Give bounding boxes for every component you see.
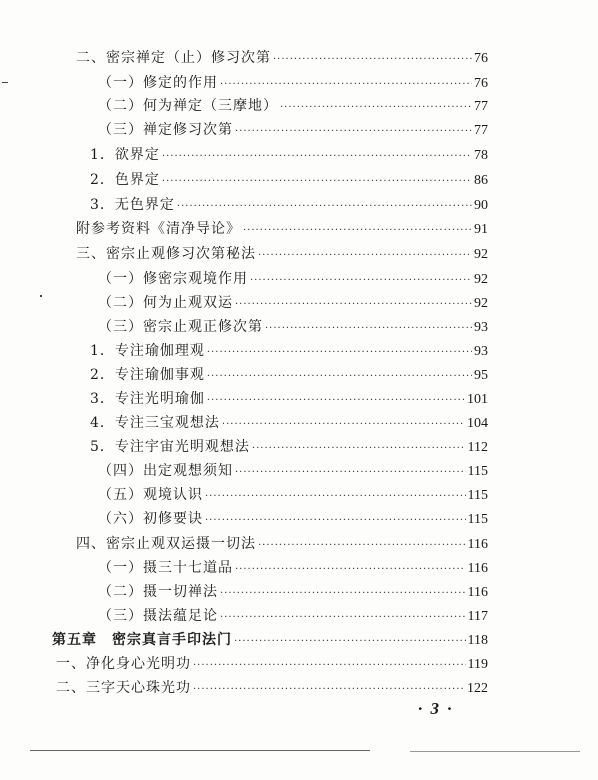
toc-entry	[98, 270, 488, 290]
toc-entry	[90, 414, 488, 434]
toc-entry-page: 116	[467, 537, 488, 552]
toc-entry	[90, 146, 488, 166]
page-number: · 3 ·	[418, 699, 454, 718]
toc-entry-page: 119	[467, 657, 488, 672]
toc-entry-title: （二）何为禅定（三摩地）	[98, 98, 278, 114]
toc-entry	[90, 171, 488, 191]
toc-entry-title: 2．专注瑜伽事观	[90, 367, 205, 383]
toc-entry-page: 116	[467, 561, 488, 576]
toc-dot-leader	[234, 633, 466, 651]
margin-mark	[40, 295, 42, 297]
toc-dot-leader	[162, 148, 472, 166]
toc-entry	[98, 462, 488, 482]
toc-entry	[76, 220, 488, 240]
toc-entry	[76, 49, 488, 69]
toc-entry-page: 93	[474, 320, 488, 335]
toc-entry-title: （三）禅定修习次第	[98, 122, 233, 138]
toc-entry-page: 115	[467, 464, 488, 479]
toc-entry-title: 附参考资料《清净导论》	[76, 221, 241, 237]
toc-entry-page: 76	[474, 76, 488, 91]
toc-entry-title: （六）初修要诀	[98, 511, 203, 527]
toc-entry-page: 92	[474, 247, 488, 262]
toc-entry-title: 四、密宗止观双运摄一切法	[76, 536, 256, 552]
toc-entry-page: 77	[474, 99, 488, 114]
toc-entry	[90, 438, 488, 458]
toc-entry-page: 117	[467, 609, 488, 624]
toc-entry-page: 104	[467, 416, 488, 431]
toc-entry	[98, 318, 488, 338]
toc-entry-page: 112	[467, 440, 488, 455]
toc-dot-leader	[162, 173, 472, 191]
toc-entry-title: （一）摄三十七道品	[98, 560, 233, 576]
toc-dot-leader	[220, 585, 466, 603]
toc-entry-page: 77	[474, 123, 488, 138]
toc-entry-page: 115	[467, 512, 488, 527]
toc-dot-leader	[258, 537, 466, 555]
toc-dot-leader	[193, 657, 466, 675]
toc-entry-title: （三）摄法蕴足论	[98, 608, 218, 624]
toc-dot-leader	[207, 368, 472, 386]
bottom-edge-line	[410, 751, 580, 752]
toc-entry-title: （一）修定的作用	[98, 75, 218, 91]
toc-entry-page: 93	[474, 344, 488, 359]
toc-entry	[98, 510, 488, 530]
toc-entry	[98, 607, 488, 627]
toc-entry-page: 91	[474, 222, 488, 237]
toc-entry-page: 78	[474, 148, 488, 163]
toc-entry-title: 一、净化身心光明功	[56, 656, 191, 672]
toc-entry-title: 二、三字天心珠光功	[56, 680, 191, 696]
toc-entry	[90, 342, 488, 362]
toc-dot-leader	[258, 247, 472, 265]
toc-entry	[76, 245, 488, 265]
toc-entry	[98, 74, 488, 94]
toc-entry-page: 116	[467, 585, 488, 600]
toc-entry	[90, 390, 488, 410]
toc-entry-title: 5．专注宇宙光明观想法	[90, 439, 250, 455]
toc-dot-leader	[243, 222, 472, 240]
toc-dot-leader	[205, 512, 466, 530]
toc-dot-leader	[273, 51, 472, 69]
toc-entry	[56, 679, 488, 699]
toc-entry-title: （四）出定观想须知	[98, 463, 233, 479]
toc-entry-page: 122	[467, 681, 488, 696]
toc-dot-leader	[280, 99, 472, 117]
toc-entry	[98, 294, 488, 314]
toc-dot-leader	[250, 272, 472, 290]
toc-entry-title: （二）摄一切禅法	[98, 584, 218, 600]
toc-entry-title: 1．专注瑜伽理观	[90, 343, 205, 359]
toc-dot-leader	[207, 392, 465, 410]
toc-entry-page: 92	[474, 272, 488, 287]
toc-entry	[52, 631, 488, 651]
toc-entry-page: 76	[474, 51, 488, 66]
toc-entry-title: （五）观境认识	[98, 487, 203, 503]
toc-entry-page: 90	[474, 198, 488, 213]
toc-entry	[56, 655, 488, 675]
toc-dot-leader	[265, 320, 472, 338]
toc-entry	[98, 97, 488, 117]
toc-entry-title: （一）修密宗观境作用	[98, 271, 248, 287]
toc-entry-title: 1．欲界定	[90, 147, 160, 163]
toc-entry	[98, 486, 488, 506]
toc-dot-leader	[193, 681, 465, 699]
toc-entry-title: 4．专注三宝观想法	[90, 415, 220, 431]
toc-entry-title: 2．色界定	[90, 172, 160, 188]
toc-entry-title: 二、密宗禅定（止）修习次第	[76, 50, 271, 66]
toc-dot-leader	[205, 488, 466, 506]
toc-dot-leader	[235, 296, 472, 314]
toc-dot-leader	[235, 464, 466, 482]
toc-dot-leader	[222, 416, 465, 434]
toc-entry	[98, 559, 488, 579]
toc-entry-title: 第五章 密宗真言手印法门	[52, 632, 232, 648]
toc-dot-leader	[252, 440, 466, 458]
toc-entry-page: 101	[467, 392, 488, 407]
toc-entry-page: 86	[474, 173, 488, 188]
toc-entry	[90, 196, 488, 216]
toc-entry-title: 三、密宗止观修习次第秘法	[76, 246, 256, 262]
toc-entry-page: 115	[467, 488, 488, 503]
toc-entry-page: 118	[467, 633, 488, 648]
bottom-edge-line	[30, 750, 370, 751]
toc-entry-page: 95	[474, 368, 488, 383]
toc-entry	[90, 366, 488, 386]
toc-entry-title: （三）密宗止观正修次第	[98, 319, 263, 335]
toc-entry	[98, 583, 488, 603]
toc-entry-title: （二）何为止观双运	[98, 295, 233, 311]
toc-dot-leader	[220, 609, 466, 627]
toc-entry	[98, 121, 488, 141]
toc-entry-title: 3．专注光明瑜伽	[90, 391, 205, 407]
toc-dot-leader	[207, 344, 472, 362]
toc-dot-leader	[235, 561, 466, 579]
toc-dot-leader	[220, 76, 472, 94]
toc-dot-leader	[177, 198, 472, 216]
toc-dot-leader	[235, 123, 472, 141]
toc-entry-title: 3．无色界定	[90, 197, 175, 213]
margin-mark	[2, 82, 8, 83]
toc-entry-page: 92	[474, 296, 488, 311]
toc-entry	[76, 535, 488, 555]
